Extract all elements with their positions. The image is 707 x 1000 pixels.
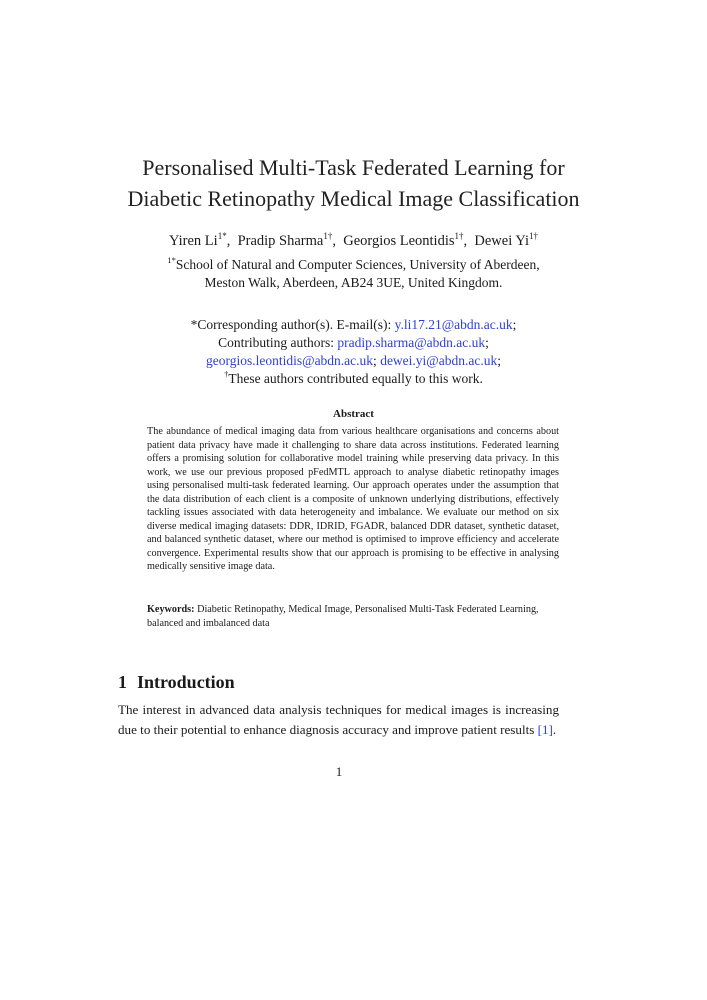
author-mark: 1† bbox=[529, 231, 539, 241]
affiliation-mark: 1* bbox=[167, 255, 176, 265]
section-heading bbox=[118, 672, 235, 693]
email-link-yi[interactable]: dewei.yi@abdn.ac.uk bbox=[380, 353, 498, 368]
intro-text: The interest in advanced data analysis techniques for medical images is increasing due to their potential to enhance diagnosis accuracy and improve patient results bbox=[118, 702, 559, 737]
email-link-sharma[interactable]: pradip.sharma@abdn.ac.uk bbox=[337, 335, 486, 350]
page-number: 1 bbox=[335, 764, 343, 779]
affiliation-line-2: Meston Walk, Aberdeen, AB24 3UE, United Kingdom. bbox=[204, 275, 503, 290]
corresponding-prefix: *Corresponding author(s). E-mail(s): bbox=[190, 317, 395, 332]
affiliation bbox=[0, 256, 707, 292]
abstract-heading: Abstract bbox=[333, 408, 374, 420]
citation-link[interactable]: [1] bbox=[537, 722, 553, 737]
author-name: Dewei Yi bbox=[474, 233, 530, 249]
corresponding-email-link[interactable]: y.li17.21@abdn.ac.uk bbox=[394, 317, 513, 332]
intro-paragraph bbox=[118, 700, 559, 740]
keywords bbox=[147, 603, 559, 630]
intro-end: . bbox=[552, 722, 557, 737]
affiliation-line-1: School of Natural and Computer Sciences, University of Aberdeen, bbox=[175, 257, 540, 272]
title-line-2: Diabetic Retinopathy Medical Image Classification bbox=[127, 186, 580, 211]
author-mark: 1* bbox=[217, 231, 227, 241]
section-number: 1 bbox=[118, 672, 127, 692]
author-name: Georgios Leontidis bbox=[343, 233, 455, 249]
email-link-leontidis[interactable]: georgios.leontidis@abdn.ac.uk bbox=[206, 353, 374, 368]
title-line-1: Personalised Multi-Task Federated Learning for bbox=[142, 155, 565, 180]
equal-contribution-note: These authors contributed equally to this work. bbox=[228, 371, 483, 386]
author-name: Yiren Li bbox=[168, 233, 218, 249]
author-name: Pradip Sharma bbox=[237, 233, 324, 249]
paper-title bbox=[0, 152, 707, 214]
author-mark: 1† bbox=[323, 231, 333, 241]
section-title: Introduction bbox=[137, 672, 235, 692]
keywords-text: Diabetic Retinopathy, Medical Image, Personalised Multi-Task Federated Learning, balanced and imbalanced data bbox=[147, 604, 539, 629]
author-list: Yiren $Li^{1*}$, Pradip Sharma$^{1\dagger}$, Georgios Leontidis$^{1\dagger}$, Dewei $Yi^{1\dagger}$ bbox=[168, 231, 539, 249]
contributing-prefix: Contributing authors: bbox=[218, 335, 338, 350]
author-mark: 1† bbox=[454, 231, 464, 241]
keywords-label: Keywords: bbox=[147, 604, 195, 615]
dagger-mark: † bbox=[224, 369, 229, 379]
contact-block: *Corresponding author(s). E-mail(s): y.li17.21@abdn.ac.uk; Contributing authors: pradip.sharma@abdn.ac.uk; georgios.leontidis@abdn.ac.uk; dewei.yi@abdn.ac.uk; †These authors contributed equally to this work. bbox=[190, 317, 517, 386]
abstract-text: The abundance of medical imaging data from various healthcare organisations and concerns about patient data privacy have made it challenging to share data across institutions. Federated learning offers a promising solution for collaborative model training while preserving data privacy. In this work, we use our previous proposed pFedMTL approach to analyse diabetic retinopathy images using personalised multi-task federated learning. Our approach operates under the assumption that the data distribution of each client is a composite of unknown underlying distributions, effectively tackling issues associated with data heterogeneity and imbalance. We evaluate our method on six diverse medical imaging datasets: DDR, IDRID, FGADR, balanced DDR dataset, synthetic dataset, and balanced synthetic dataset, where our method is optimised to improve efficiency and accelerate convergence. Experimental results show that our approach is promising to be effective in analysing medically sensitive image data. bbox=[147, 426, 559, 572]
